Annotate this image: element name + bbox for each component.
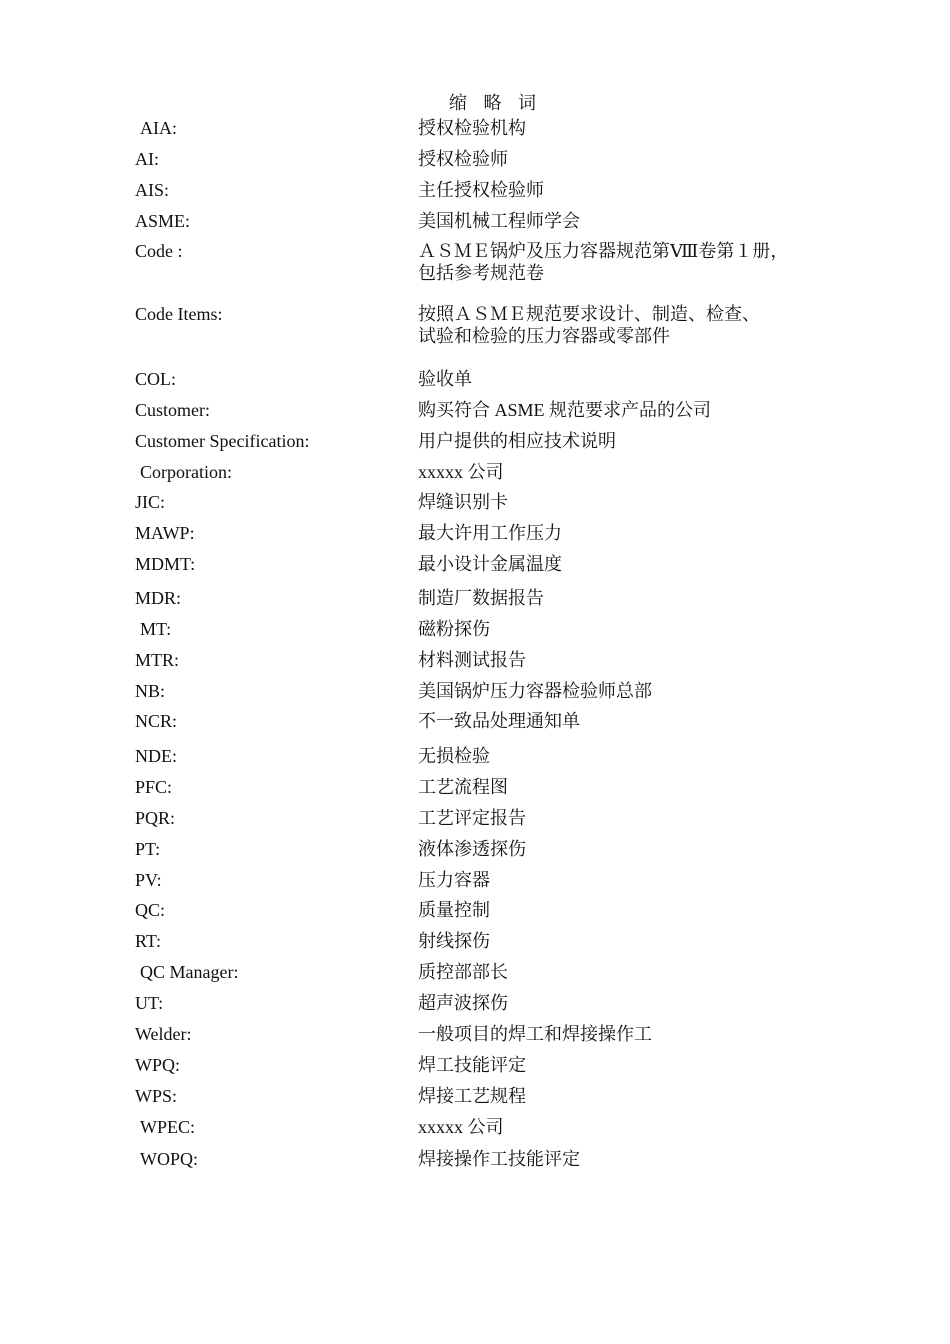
abbreviation-term: MTR: bbox=[135, 650, 180, 670]
abbreviation-definition: 射线探伤 bbox=[418, 931, 490, 951]
abbreviation-definition: 工艺流程图 bbox=[418, 777, 508, 797]
abbreviation-term: RT: bbox=[135, 931, 162, 951]
abbreviation-term: Customer Specification: bbox=[135, 431, 310, 451]
abbreviation-term: AIS: bbox=[135, 180, 170, 200]
abbreviation-term: NDE: bbox=[135, 746, 177, 766]
abbreviation-term: MAWP: bbox=[135, 523, 195, 543]
abbreviation-definition: 无损检验 bbox=[418, 746, 490, 766]
abbreviation-definition: 工艺评定报告 bbox=[418, 808, 526, 828]
abbreviation-definition: 不一致品处理通知单 bbox=[418, 711, 580, 731]
abbreviation-term: AI: bbox=[135, 149, 159, 169]
abbreviation-definition: 授权检验师 bbox=[418, 149, 508, 169]
abbreviation-definition: 质控部部长 bbox=[418, 962, 508, 982]
abbreviation-term: PV: bbox=[135, 870, 162, 890]
abbreviation-definition: 超声波探伤 bbox=[418, 993, 508, 1013]
abbreviation-term: AIA: bbox=[140, 118, 177, 138]
abbreviation-term: QC: bbox=[135, 900, 166, 920]
abbreviation-term: Corporation: bbox=[140, 462, 232, 482]
abbreviation-term: PQR: bbox=[135, 808, 176, 828]
abbreviation-term: MDMT: bbox=[135, 554, 196, 574]
abbreviation-definition: 焊工技能评定 bbox=[418, 1055, 526, 1075]
abbreviation-definition: 材料测试报告 bbox=[418, 650, 526, 670]
abbreviation-definition: xxxxx 公司 bbox=[418, 1117, 504, 1137]
abbreviation-term: MDR: bbox=[135, 588, 182, 608]
abbreviation-definition: 液体渗透探伤 bbox=[418, 839, 526, 859]
abbreviation-definition: 主任授权检验师 bbox=[418, 180, 544, 200]
abbreviation-term: WPS: bbox=[135, 1086, 178, 1106]
abbreviation-definition: xxxxx 公司 bbox=[418, 462, 504, 482]
abbreviation-definition: 压力容器 bbox=[418, 870, 490, 890]
abbreviation-term: NCR: bbox=[135, 711, 178, 731]
abbreviation-term: QC Manager: bbox=[140, 962, 239, 982]
abbreviation-definition: 质量控制 bbox=[418, 900, 490, 920]
abbreviation-term: NB: bbox=[135, 681, 166, 701]
abbreviation-term: MT: bbox=[140, 619, 172, 639]
abbreviation-definition: 用户提供的相应技术说明 bbox=[418, 431, 616, 451]
abbreviation-term: Customer: bbox=[135, 400, 210, 420]
abbreviation-term: WOPQ: bbox=[140, 1149, 198, 1169]
abbreviation-term: Code : bbox=[135, 241, 183, 261]
abbreviation-term: UT: bbox=[135, 993, 164, 1013]
abbreviation-definition: 验收单 bbox=[418, 369, 472, 389]
abbreviation-term: ASME: bbox=[135, 211, 191, 231]
abbreviation-definition: 焊接操作工技能评定 bbox=[418, 1149, 580, 1169]
abbreviation-definition: 制造厂数据报告 bbox=[418, 588, 544, 608]
abbreviation-definition: 焊缝识别卡 bbox=[418, 492, 508, 512]
abbreviation-term: Welder: bbox=[135, 1024, 192, 1044]
abbreviation-definition: 授权检验机构 bbox=[418, 118, 526, 138]
abbreviation-term: COL: bbox=[135, 369, 177, 389]
abbreviation-definition: 美国锅炉压力容器检验师总部 bbox=[418, 681, 652, 701]
abbreviation-term: PT: bbox=[135, 839, 161, 859]
abbreviation-definition: ＡＳＭＥ锅炉及压力容器规范第Ⅷ卷第１册， 包括参考规范卷 bbox=[418, 241, 789, 283]
abbreviation-term: PFC: bbox=[135, 777, 173, 797]
abbreviation-definition: 按照ＡＳＭＥ规范要求设计、制造、检查、 试验和检验的压力容器或零部件 bbox=[418, 304, 760, 346]
abbreviation-term: WPQ: bbox=[135, 1055, 180, 1075]
abbreviation-term: Code Items: bbox=[135, 304, 223, 324]
abbreviation-term: WPEC: bbox=[140, 1117, 196, 1137]
abbreviation-definition: 最小设计金属温度 bbox=[418, 554, 562, 574]
abbreviation-definition: 购买符合 ASME 规范要求产品的公司 bbox=[418, 400, 712, 420]
document-title: 缩 略 词 bbox=[449, 93, 542, 113]
abbreviation-definition: 一般项目的焊工和焊接操作工 bbox=[418, 1024, 652, 1044]
abbreviation-definition: 美国机械工程师学会 bbox=[418, 211, 580, 231]
abbreviation-term: JIC: bbox=[135, 492, 166, 512]
abbreviation-definition: 焊接工艺规程 bbox=[418, 1086, 526, 1106]
abbreviation-definition: 磁粉探伤 bbox=[418, 619, 490, 639]
abbreviation-definition: 最大许用工作压力 bbox=[418, 523, 562, 543]
